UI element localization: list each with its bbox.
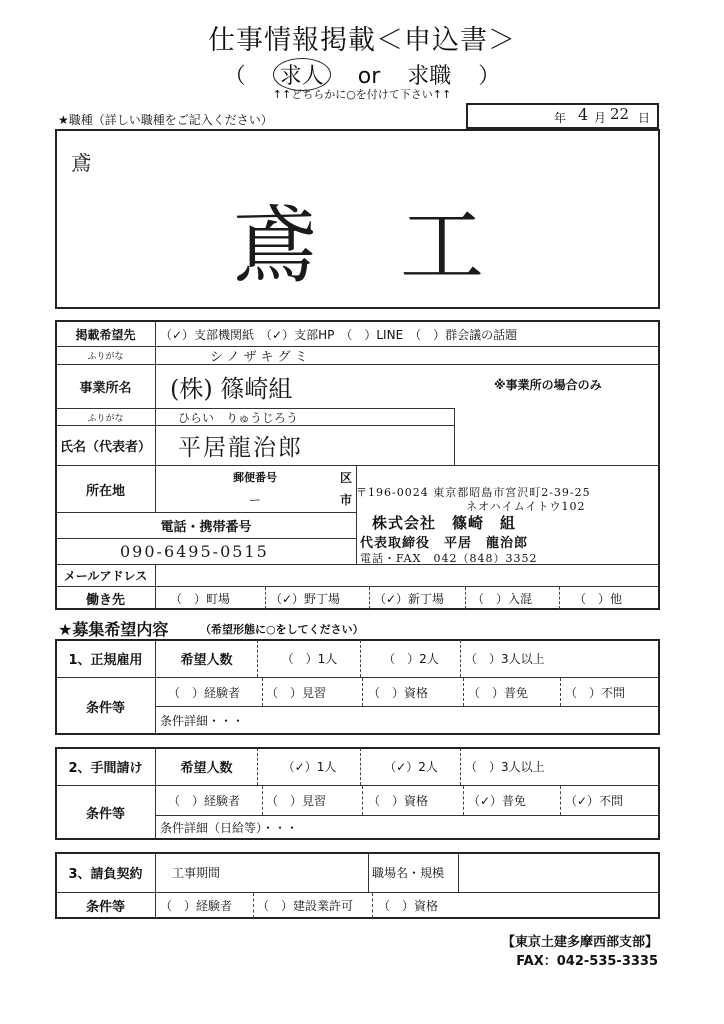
date-day[interactable]: 22 [610, 105, 630, 123]
section2-count-1[interactable]: （✓）1人 [282, 760, 337, 774]
section1-cond-experienced[interactable]: （ ）経験者 [168, 685, 241, 700]
workplace-option-machiba[interactable]: （ ）町場 [170, 591, 231, 606]
section1-count-3[interactable]: （ ）3人以上 [465, 652, 545, 666]
section2-cond-driver[interactable]: （✓）普免 [468, 794, 527, 808]
form-title: 仕事情報掲載＜申込書＞ [208, 25, 516, 56]
recruit-seek-selector: （ 求人 or 求職 ） [0, 58, 724, 91]
section2-detail[interactable]: 条件詳細（日給等）・・・ [160, 821, 299, 835]
job-type-small-text: 鳶 [71, 151, 91, 175]
date-month[interactable]: 4 [578, 105, 589, 124]
business-name-label: 事業所名 [79, 381, 132, 396]
section3-cond-permit[interactable]: （ ）建設業許可 [257, 899, 354, 913]
rep-name[interactable]: 平居龍治郎 [178, 435, 303, 461]
option-recruit[interactable]: 求人 [273, 58, 331, 91]
address-line1[interactable]: 〒196-0024 東京都昭島市宮沢町2-39-25 [356, 486, 591, 499]
rep-furigana[interactable]: ひらい りゅうじろう [178, 410, 299, 425]
section2-cond-experienced[interactable]: （ ）経験者 [168, 794, 241, 808]
business-name[interactable]: (株) 篠崎組 [170, 375, 293, 403]
section1-cond-any[interactable]: （ ）不問 [565, 685, 626, 700]
section1-detail[interactable]: 条件詳細・・・ [160, 713, 245, 728]
posting-options[interactable]: （✓）支部機関紙 （✓）支部HP （ ）LINE （ ）群会議の話題 [160, 327, 518, 342]
section3-site-field[interactable] [460, 854, 656, 891]
workplace-option-iriconn[interactable]: （ ）入混 [472, 591, 533, 606]
date-box: 年 4 月 22 日 [466, 103, 659, 129]
recruit-heading: ★募集希望内容 [58, 620, 169, 639]
company-stamp-name: 株式会社 篠崎 組 [372, 514, 517, 532]
section2-cond-any[interactable]: （✓）不問 [565, 794, 624, 808]
rep-name-label: 氏名（代表者） [59, 440, 151, 455]
section1-cond-driver[interactable]: （ ）普免 [468, 685, 529, 700]
postal-value[interactable]: ー [248, 492, 261, 507]
section2-label: 2、手間請け [68, 761, 143, 776]
option-seek[interactable]: 求職 [407, 64, 452, 89]
recruit-heading-note: （希望形態に○をしてください） [200, 623, 364, 636]
branch-fax: FAX：042-535-3335 [516, 954, 658, 969]
section3-cond-experienced[interactable]: （ ）経験者 [160, 899, 233, 913]
business-note: ※事業所の場合のみ [494, 377, 602, 392]
postal-label: 郵便番号 [233, 471, 277, 484]
company-stamp-phone: 電話・FAX 042（848）3352 [360, 552, 538, 565]
company-stamp-rep: 代表取締役 平居 龍治郎 [360, 536, 529, 551]
phone-value[interactable]: 090-6495-0515 [120, 542, 269, 561]
section2-cond-apprentice[interactable]: （ ）見習 [266, 794, 327, 808]
workplace-option-nochoba[interactable]: （✓）野丁場 [270, 591, 341, 606]
job-type-label: ★職種（詳しい職種をご記入ください） [58, 113, 273, 127]
workplace-option-other[interactable]: （ ）他 [574, 591, 623, 606]
address-line2[interactable]: ネオハイムイトウ102 [466, 500, 586, 513]
section1-count-2[interactable]: （ ）2人 [383, 652, 439, 666]
section1-count-1[interactable]: （ ）1人 [281, 652, 338, 666]
section3-period[interactable]: 工事期間 [172, 866, 221, 880]
section3-cond-license[interactable]: （ ）資格 [378, 899, 439, 913]
phone-label: 電話・携帯番号 [160, 520, 252, 535]
email-field[interactable] [160, 566, 655, 585]
email-label: メールアドレス [63, 569, 148, 583]
business-furigana[interactable]: シノザキグミ [210, 350, 312, 365]
job-type-box[interactable] [55, 129, 660, 309]
selector-note: ↑↑どちらかに○を付けて下さい↑↑ [272, 88, 452, 101]
address-label: 所在地 [85, 483, 125, 499]
section1-label: 1、正規雇用 [68, 653, 143, 668]
section1-cond-apprentice[interactable]: （ ）見習 [266, 685, 327, 700]
workplace-option-shinchoba[interactable]: （✓）新丁場 [374, 591, 445, 606]
workplace-label: 働き先 [85, 592, 125, 608]
job-type-large-text: 鳶 工 [232, 197, 485, 295]
section3-label: 3、請負契約 [68, 867, 143, 882]
posting-label: 掲載希望先 [75, 327, 136, 342]
section3-site-label: 職場名・規模 [372, 866, 445, 880]
section2-count-3[interactable]: （ ）3人以上 [465, 760, 545, 774]
branch-name: 【東京土建多摩西部支部】 [501, 935, 658, 950]
section2-count-2[interactable]: （✓）2人 [384, 760, 438, 774]
section2-cond-license[interactable]: （ ）資格 [368, 794, 429, 808]
section1-cond-license[interactable]: （ ）資格 [368, 685, 429, 700]
